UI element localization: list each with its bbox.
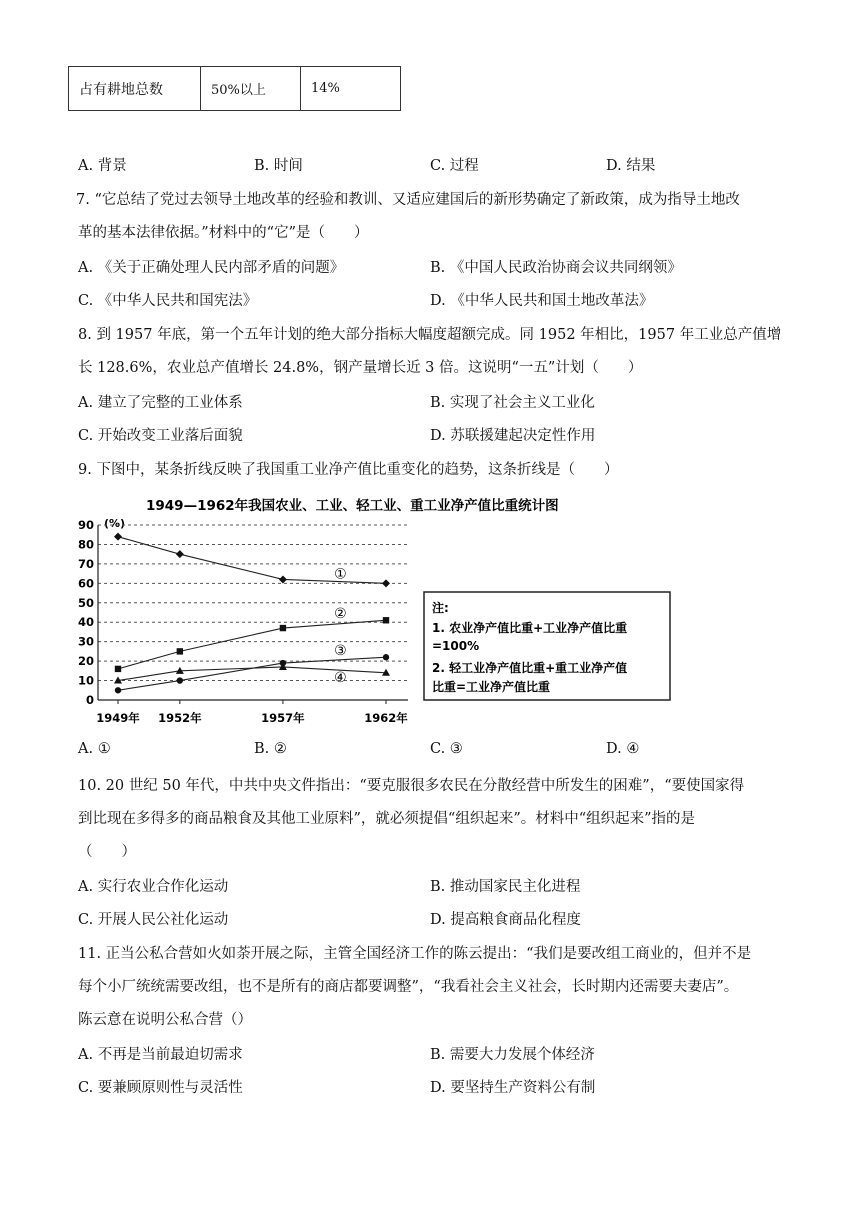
q11-option-d[interactable]: D. 要坚持生产资料公有制 — [430, 1080, 596, 1096]
q8-stem-line-1: 8. 到 1957 年底，第一个五年计划的绝大部分指标大幅度超额完成。同 1952 年相比，1957 年工业总产值增 — [78, 327, 782, 343]
y-tick-label: 10 — [77, 673, 94, 688]
grid-lines — [98, 525, 408, 681]
data-point — [382, 579, 390, 587]
y-axis-unit: (%) — [104, 517, 126, 530]
net-output-line-chart — [66, 490, 686, 730]
q9-stem-line-1: 9. 下图中，某条折线反映了我国重工业净产值比重变化的趋势，这条折线是（ ） — [78, 462, 619, 478]
q10-stem-line-2: 到比现在多得多的商品粮食及其他工业原料”，就必须提倡“组织起来”。材料中“组织起来”指的是 — [78, 811, 696, 827]
data-point — [177, 677, 183, 683]
table-row — [69, 67, 401, 111]
series-labels — [334, 566, 347, 685]
data-point — [279, 575, 287, 583]
q9-option-c[interactable]: C. ③ — [430, 741, 463, 757]
y-tick-label: 50 — [77, 595, 94, 610]
q7-option-c[interactable]: C. 《中华人民共和国宪法》 — [78, 293, 258, 309]
q9-option-d[interactable]: D. ④ — [606, 741, 640, 757]
q6-option-d[interactable]: D. 结果 — [606, 158, 656, 174]
series-label: ③ — [334, 643, 347, 660]
land-table — [68, 66, 401, 111]
y-tick-label: 0 — [85, 693, 94, 707]
y-tick-label: 30 — [77, 634, 94, 649]
y-tick-labels — [78, 518, 94, 707]
y-tick-label: 40 — [77, 615, 94, 630]
data-point — [280, 625, 286, 631]
q10-option-b[interactable]: B. 推动国家民主化进程 — [430, 879, 581, 895]
q8-option-a[interactable]: A. 建立了完整的工业体系 — [78, 395, 243, 411]
x-tick-labels — [96, 700, 408, 725]
y-tick-label: 90 — [77, 518, 94, 532]
q7-stem-line-2: 革的基本法律依据。”材料中的“它”是（ ） — [78, 225, 369, 241]
q6-option-a[interactable]: A. 背景 — [78, 158, 127, 174]
series-label: ② — [334, 606, 347, 623]
q11-option-a[interactable]: A. 不再是当前最迫切需求 — [78, 1047, 243, 1063]
y-tick-label: 20 — [77, 654, 94, 669]
q11-option-c[interactable]: C. 要兼顾原则性与灵活性 — [78, 1080, 243, 1096]
q9-option-a[interactable]: A. ① — [78, 741, 111, 757]
chart-title: 1949—1962年我国农业、工业、轻工业、重工业净产值比重统计图 — [146, 498, 559, 514]
series-label: ① — [334, 566, 347, 583]
q6-option-c[interactable]: C. 过程 — [430, 158, 479, 174]
y-tick-label: 80 — [77, 537, 94, 552]
y-tick-label: 60 — [77, 576, 94, 591]
q7-option-b[interactable]: B. 《中国人民政治协商会议共同纲领》 — [430, 260, 682, 276]
table-cell: 50%以上 — [201, 67, 301, 111]
x-tick-label: 1962年 — [364, 711, 408, 725]
x-tick-label: 1957年 — [261, 711, 305, 725]
data-markers — [114, 533, 390, 694]
note-line-4: 比重=工业净产值比重 — [432, 680, 551, 694]
data-point — [115, 687, 121, 693]
table-cell: 14% — [301, 67, 401, 111]
y-tick-label: 70 — [77, 556, 94, 571]
q11-stem-line-2: 每个小厂统统需要改组，也不是所有的商店都要调整”，“我看社会主义社会，长时期内还需要夫妻店”。 — [78, 979, 739, 995]
q10-stem-line-3: （ ） — [78, 844, 136, 860]
q8-stem-line-2: 长 128.6%，农业总产值增长 24.8%，钢产量增长近 3 倍。这说明“一五”计划（ ） — [78, 360, 643, 376]
note-title: 注: — [432, 601, 449, 615]
data-point — [114, 533, 122, 541]
series-label: ④ — [334, 669, 347, 686]
data-point — [383, 654, 389, 660]
q11-stem-line-1: 11. 正当公私合营如火如荼开展之际，主管全国经济工作的陈云提出：“我们是要改组工商业的，但并不是 — [78, 946, 752, 962]
x-tick-label: 1949年 — [96, 711, 140, 725]
note-line-2: =100% — [432, 639, 480, 653]
q8-option-c[interactable]: C. 开始改变工业落后面貌 — [78, 428, 243, 444]
data-point — [177, 648, 183, 654]
q10-option-d[interactable]: D. 提高粮食商品化程度 — [430, 912, 581, 928]
q10-stem-line-1: 10. 20 世纪 50 年代，中共中央文件指出：“要克服很多农民在分散经营中所发生的困难”，“要使国家得 — [78, 778, 745, 794]
q6-option-b[interactable]: B. 时间 — [254, 158, 303, 174]
q9-option-b[interactable]: B. ② — [254, 741, 287, 757]
data-point — [115, 666, 121, 672]
data-point — [176, 550, 184, 558]
q7-option-d[interactable]: D. 《中华人民共和国土地改革法》 — [430, 293, 654, 309]
q10-option-c[interactable]: C. 开展人民公社化运动 — [78, 912, 229, 928]
table-cell: 占有耕地总数 — [69, 67, 201, 111]
q10-option-a[interactable]: A. 实行农业合作化运动 — [78, 879, 229, 895]
q11-option-b[interactable]: B. 需要大力发展个体经济 — [430, 1047, 595, 1063]
x-tick-label: 1952年 — [158, 711, 202, 725]
note-line-1: 1. 农业净产值比重+工业净产值比重 — [432, 621, 628, 635]
q7-option-a[interactable]: A. 《关于正确处理人民内部矛盾的问题》 — [78, 260, 345, 276]
note-line-3: 2. 轻工业净产值比重+重工业净产值 — [432, 661, 628, 675]
q11-stem-line-3: 陈云意在说明公私合营（） — [78, 1012, 252, 1028]
data-point — [383, 617, 389, 623]
q8-option-d[interactable]: D. 苏联援建起决定性作用 — [430, 428, 596, 444]
q8-option-b[interactable]: B. 实现了社会主义工业化 — [430, 395, 595, 411]
q7-stem-line-1: 7. “它总结了党过去领导土地改革的经验和教训、又适应建国后的新形势确定了新政策，成为指导土地改 — [76, 192, 740, 208]
